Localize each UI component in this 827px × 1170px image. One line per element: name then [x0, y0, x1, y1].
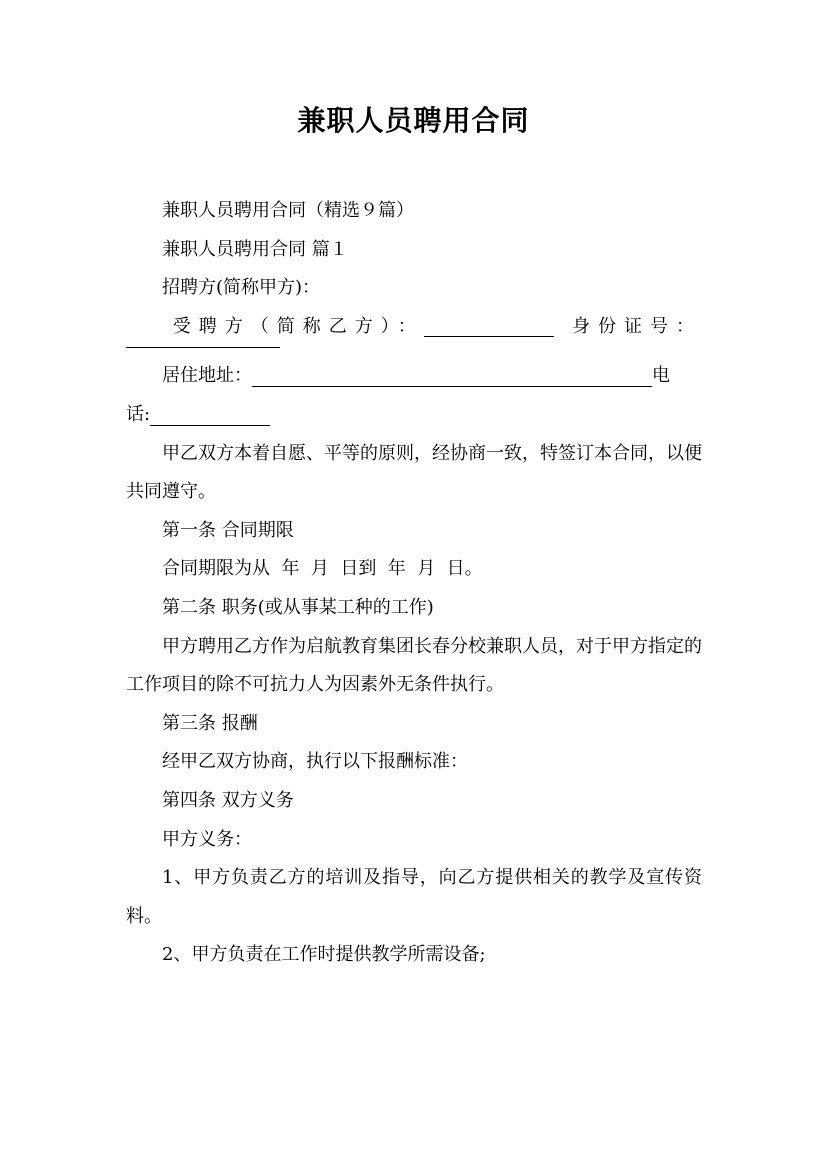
employer-label: 招聘方(简称甲方)：	[162, 277, 321, 299]
document-title: 兼职人员聘用合同	[297, 104, 530, 137]
id-label: 身份证号：	[572, 315, 702, 337]
phone-blank	[150, 424, 270, 426]
address-label: 居住地址：	[162, 365, 252, 387]
article-4-title: 第四条 双方义务	[162, 789, 294, 811]
duty-2: 2、甲方负责在工作时提供教学所需设备;	[162, 944, 486, 966]
article-3-text: 经甲乙双方协商，执行以下报酬标准：	[162, 751, 468, 773]
article-2-text: 甲方聘用乙方作为启航教育集团长春分校兼职人员，对于甲方指定的工作项目的除不可抗力人为因素外无条件执行。	[126, 635, 702, 696]
article-2-title: 第二条 职务(或从事某工种的工作)	[162, 596, 434, 618]
employee-name-blank	[424, 335, 554, 337]
address-blank	[252, 385, 652, 387]
document-body	[126, 192, 702, 975]
duty-1: 1、甲方负责乙方的培训及指导，向乙方提供相关的教学及宣传资料。	[126, 867, 702, 927]
article-1-title: 第一条 合同期限	[162, 519, 294, 541]
address-line	[126, 357, 702, 396]
id-number-line	[126, 346, 702, 357]
employee-line	[126, 308, 702, 347]
party-a-duties-label: 甲方义务：	[162, 828, 252, 850]
id-number-blank	[126, 346, 280, 348]
phone-line	[126, 396, 702, 435]
phone-label-part1: 电	[652, 365, 670, 387]
phone-label-part2: 话:	[126, 403, 151, 425]
article-3-title: 第三条 报酬	[162, 712, 258, 734]
article-1-text: 合同期限为从 年 月 日到 年 月 日。	[162, 558, 483, 580]
intro-paragraph: 甲乙双方本着自愿、平等的原则，经协商一致，特签订本合同，以便共同遵守。	[126, 442, 702, 503]
employee-label: 受聘方（简称乙方）：	[172, 315, 424, 337]
subtitle: 兼职人员聘用合同（精选９篇）	[162, 200, 414, 221]
section-heading: 兼职人员聘用合同 篇１	[162, 238, 348, 260]
